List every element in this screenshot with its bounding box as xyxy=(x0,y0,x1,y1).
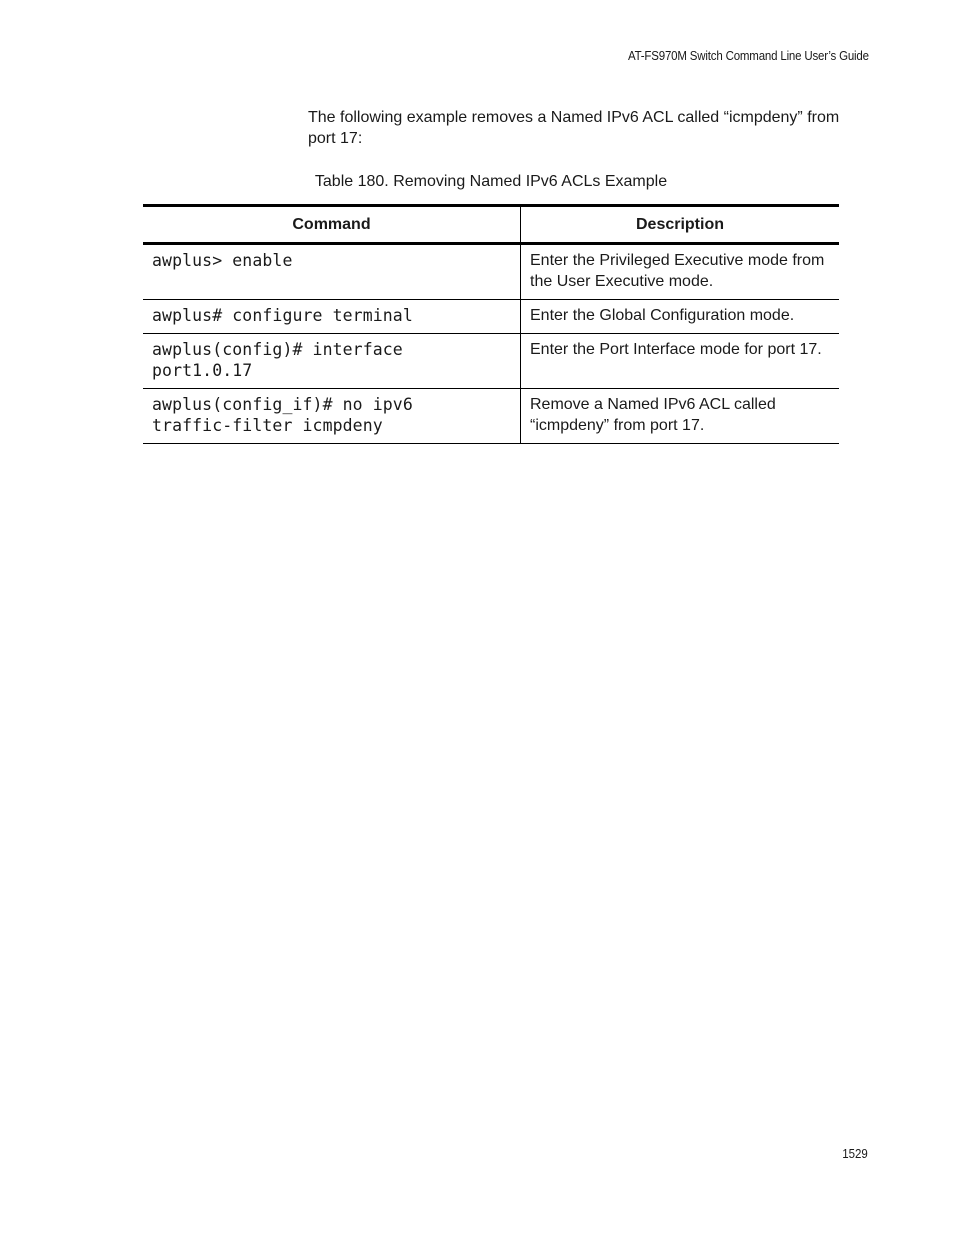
column-header-command: Command xyxy=(143,206,521,244)
table-row xyxy=(143,300,839,334)
command-cell: awplus> enable xyxy=(143,244,521,300)
command-cell: awplus(config_if)# no ipv6 traffic-filter icmpdeny xyxy=(143,389,521,444)
table-row xyxy=(143,244,839,300)
description-cell: Enter the Port Interface mode for port 17. xyxy=(521,334,840,389)
description-cell: Remove a Named IPv6 ACL called “icmpdeny” from port 17. xyxy=(521,389,840,444)
table-row xyxy=(143,389,839,444)
intro-paragraph: The following example removes a Named IPv6 ACL called “icmpdeny” from port 17: xyxy=(308,109,840,147)
command-cell: awplus(config)# interface port1.0.17 xyxy=(143,334,521,389)
column-header-description: Description xyxy=(521,206,840,244)
table-caption: Table 180. Removing Named IPv6 ACLs Example xyxy=(314,173,668,190)
description-cell: Enter the Global Configuration mode. xyxy=(521,300,840,334)
description-cell: Enter the Privileged Executive mode from the User Executive mode. xyxy=(521,244,840,300)
running-header: AT-FS970M Switch Command Line User’s Guide xyxy=(628,49,869,63)
table-header-row xyxy=(143,206,839,244)
command-cell: awplus# configure terminal xyxy=(143,300,521,334)
table-row xyxy=(143,334,839,389)
page-number: 1529 xyxy=(842,1147,868,1161)
command-table xyxy=(143,204,839,444)
